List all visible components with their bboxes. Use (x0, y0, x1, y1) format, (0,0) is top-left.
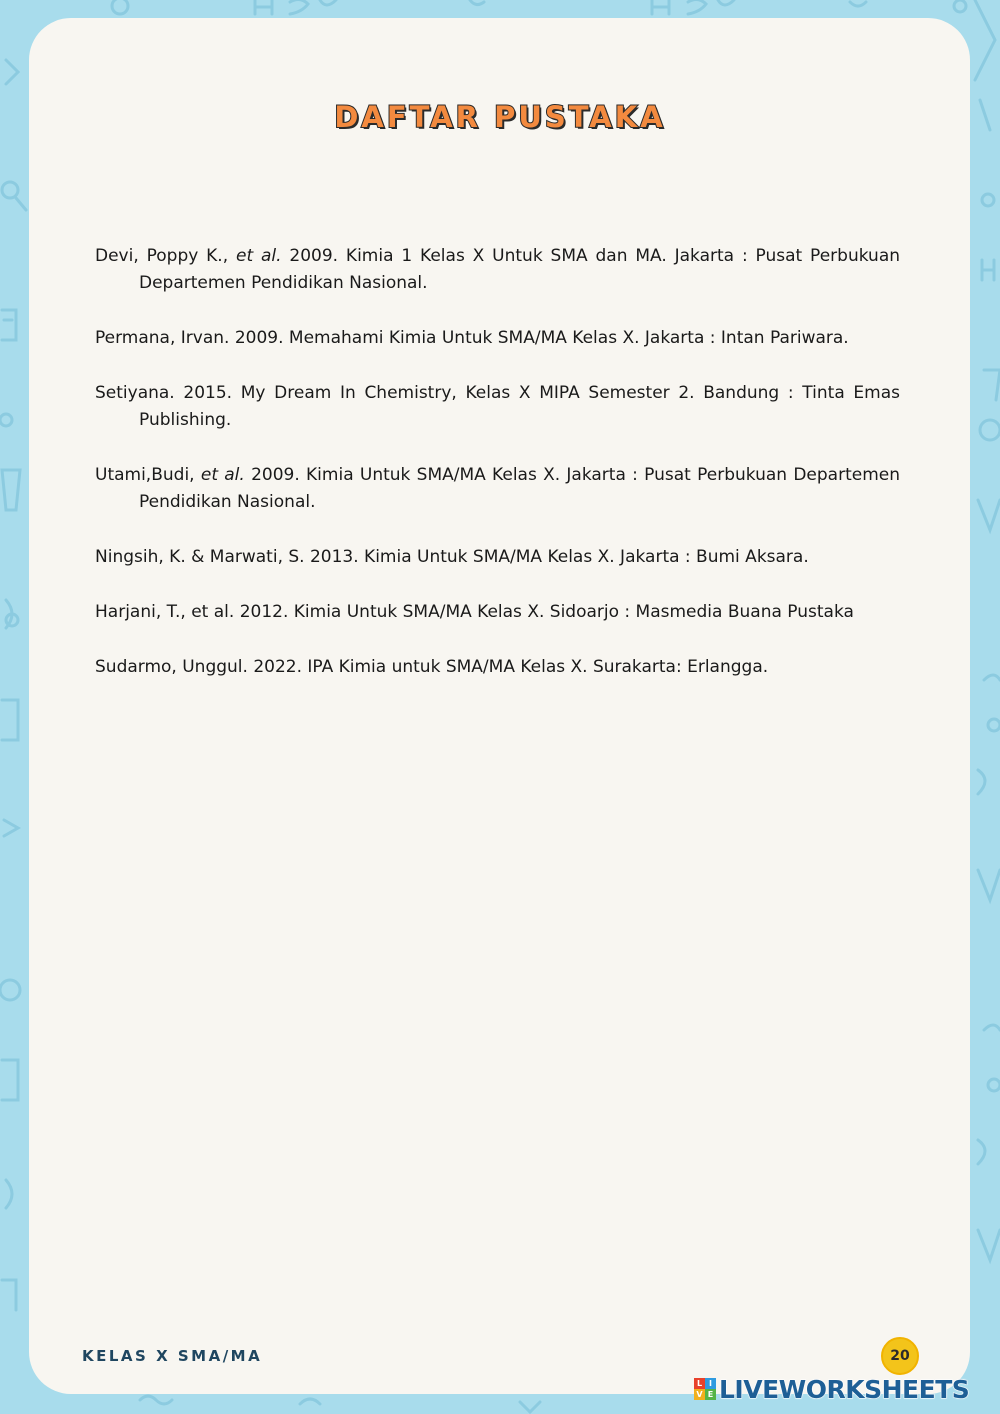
liveworksheets-logo-icon (694, 1378, 716, 1400)
page-title: DAFTAR PUSTAKA (334, 100, 666, 134)
liveworksheets-wordmark: LIVEWORKSHEETS (719, 1374, 970, 1404)
reference-text: Permana, Irvan. 2009. Memahami Kimia Untuk SMA/MA Kelas X. Jakarta : Intan Pariwara. (95, 328, 849, 348)
reference-item (95, 599, 900, 626)
reference-item (95, 654, 900, 681)
page-number-badge: 20 (881, 1337, 919, 1375)
reference-text: Utami,Budi, (95, 465, 201, 485)
reference-item (95, 380, 900, 434)
reference-text: Setiyana. 2015. My Dream In Chemistry, Kelas X MIPA Semester 2. Bandung : Tinta Emas Publishing. (95, 383, 900, 430)
reference-item (95, 462, 900, 516)
reference-text-rest: 2009. Kimia Untuk SMA/MA Kelas X. Jakarta : Pusat Perbukuan Departemen Pendidikan Nasional. (139, 465, 901, 512)
reference-item (95, 243, 900, 297)
reference-list (95, 243, 900, 709)
logo-letter-l: L (694, 1378, 705, 1389)
reference-text: Harjani, T., et al. 2012. Kimia Untuk SMA/MA Kelas X. Sidoarjo : Masmedia Buana Pustaka (95, 602, 854, 622)
reference-text: Ningsih, K. & Marwati, S. 2013. Kimia Untuk SMA/MA Kelas X. Jakarta : Bumi Aksara. (95, 547, 809, 567)
reference-italic: et al. (200, 465, 245, 485)
logo-letter-e: E (705, 1389, 716, 1400)
reference-item (95, 544, 900, 571)
reference-item (95, 325, 900, 352)
reference-text: Devi, Poppy K., (95, 246, 236, 266)
reference-text: Sudarmo, Unggul. 2022. IPA Kimia untuk SMA/MA Kelas X. Surakarta: Erlangga. (95, 657, 769, 677)
logo-letter-i: I (705, 1378, 716, 1389)
reference-text-rest: 2009. Kimia 1 Kelas X Untuk SMA dan MA. Jakarta : Pusat Perbukuan Departemen Pendidikan Nasional. (139, 246, 901, 293)
reference-italic: et al. (235, 246, 282, 266)
logo-letter-v: V (694, 1389, 705, 1400)
class-label: KELAS X SMA/MA (82, 1347, 263, 1365)
liveworksheets-brand[interactable] (694, 1374, 969, 1404)
